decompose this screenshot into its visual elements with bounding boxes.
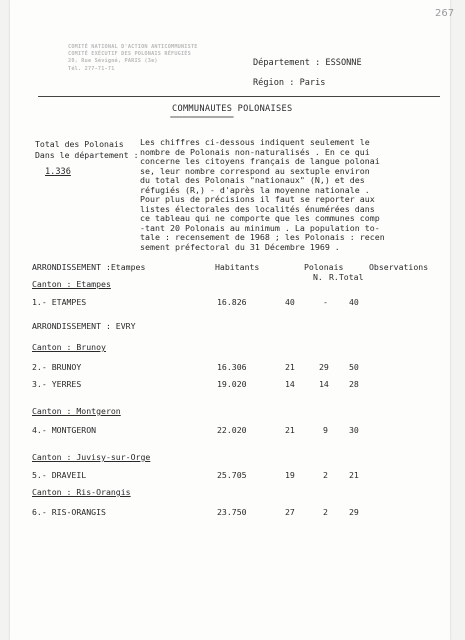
total-label-line2: Dans le département : — [35, 150, 139, 160]
commune-habitants: 16.826 — [217, 297, 247, 307]
paragraph-line: réfugiés (R,) - d'après la moyenne nationale . — [140, 184, 370, 195]
commune-habitants: 16.306 — [217, 362, 247, 372]
commune-name: 5.- DRAVEIL — [32, 470, 87, 480]
commune-r: 2 — [323, 470, 328, 480]
commune-r: 29 — [319, 362, 329, 372]
canton-heading: Canton : Etampes — [32, 279, 111, 289]
commune-n: 19 — [285, 470, 295, 480]
commune-name: 3.- YERRES — [32, 379, 82, 389]
paragraph-line: listes électorales des localités énumérées dans — [140, 203, 375, 214]
commune-r: 2 — [323, 507, 328, 517]
explanatory-paragraph — [140, 138, 385, 252]
stamp-line: COMITÉ EXÉCUTIF DES POLONAIS RÉFUGIÉS — [68, 51, 191, 58]
commune-habitants: 22.020 — [217, 425, 247, 435]
department-label: Département : ESSONNE — [253, 58, 362, 68]
paragraph-line: du total des Polonais "nationaux" (N,) et des — [140, 175, 365, 185]
commune-habitants: 25.705 — [217, 470, 247, 480]
commune-r: 14 — [319, 379, 329, 389]
stamp-line: COMITÉ NATIONAL D'ACTION ANTICOMMUNISTE — [68, 44, 198, 50]
total-number: 1.336 — [45, 167, 71, 177]
commune-n: 14 — [285, 379, 295, 389]
header-rule — [38, 96, 440, 97]
commune-name: 1.- ETAMPES — [32, 297, 87, 307]
table-header-observations: Observations — [369, 262, 429, 272]
commune-r: - — [323, 297, 328, 307]
table-header-polonais: Polonais — [304, 262, 344, 272]
paragraph-line: Pour plus de précisions il faut se reporter aux — [140, 194, 375, 204]
commune-n: 21 — [285, 425, 295, 435]
arrondissement-heading: ARRONDISSEMENT : EVRY — [32, 321, 136, 331]
commune-name: 6.- RIS-ORANGIS — [32, 507, 106, 517]
commune-habitants: 23.750 — [217, 507, 247, 517]
canton-heading: Canton : Juvisy-sur-Orge — [32, 452, 151, 462]
paragraph-line: -tant 20 Polonais au minimum . La population to- — [140, 222, 380, 233]
stamp-line: 20, Rue Sévigné, PARIS (3e) — [68, 58, 158, 65]
commune-name: 2.- BRUNOY — [32, 362, 82, 372]
commune-n: 40 — [285, 297, 295, 307]
commune-total: 29 — [349, 507, 359, 517]
canton-heading: Canton : Montgeron — [32, 406, 121, 416]
canton-heading: Canton : Ris-Orangis — [32, 487, 131, 497]
table-header-r-total: R.Total — [329, 272, 364, 282]
paragraph-line: se, leur nombre correspond au sextuple environ — [140, 165, 370, 176]
commune-total: 30 — [349, 425, 359, 435]
title-underline: ===================== — [170, 114, 234, 121]
total-label-line1: Total des Polonais — [35, 139, 124, 149]
document-title: COMMUNAUTES POLONAISES — [172, 104, 293, 114]
paragraph-line: nombre de Polonais non-naturalisés . En ce qui — [140, 146, 370, 157]
canton-heading: Canton : Brunoy — [32, 342, 106, 352]
paragraph-line: ce tableau qui ne comporte que les communes comp — [140, 213, 380, 223]
commune-total: 50 — [349, 362, 359, 372]
table-header-n: N. — [313, 272, 323, 282]
paragraph-line: concerne les citoyens français de langue polonai — [140, 156, 380, 166]
commune-n: 27 — [285, 507, 295, 517]
stamp-line: Tél. 277-71-71 — [68, 65, 115, 72]
commune-r: 9 — [323, 425, 328, 435]
paragraph-line: sement préfectoral du 31 Décembre 1969 . — [140, 241, 340, 252]
commune-total: 21 — [349, 470, 359, 480]
handwritten-page-number: 267 — [435, 8, 455, 19]
commune-habitants: 19.020 — [217, 379, 247, 389]
paragraph-line: tale : recensement de 1968 ; les Polonais : recen — [140, 232, 385, 242]
region-label: Région : Paris — [253, 78, 326, 88]
document-page — [10, 0, 455, 640]
commune-total: 40 — [349, 297, 359, 307]
table-header-arrondissement: ARRONDISSEMENT :Etampes — [32, 262, 146, 272]
paragraph-line: Les chiffres ci-dessous indiquent seulement le — [140, 137, 370, 147]
commune-name: 4.- MONTGERON — [32, 425, 97, 435]
table-header-habitants: Habitants — [215, 262, 260, 272]
commune-total: 28 — [349, 379, 359, 389]
commune-n: 21 — [285, 362, 295, 372]
organization-stamp — [68, 44, 198, 73]
